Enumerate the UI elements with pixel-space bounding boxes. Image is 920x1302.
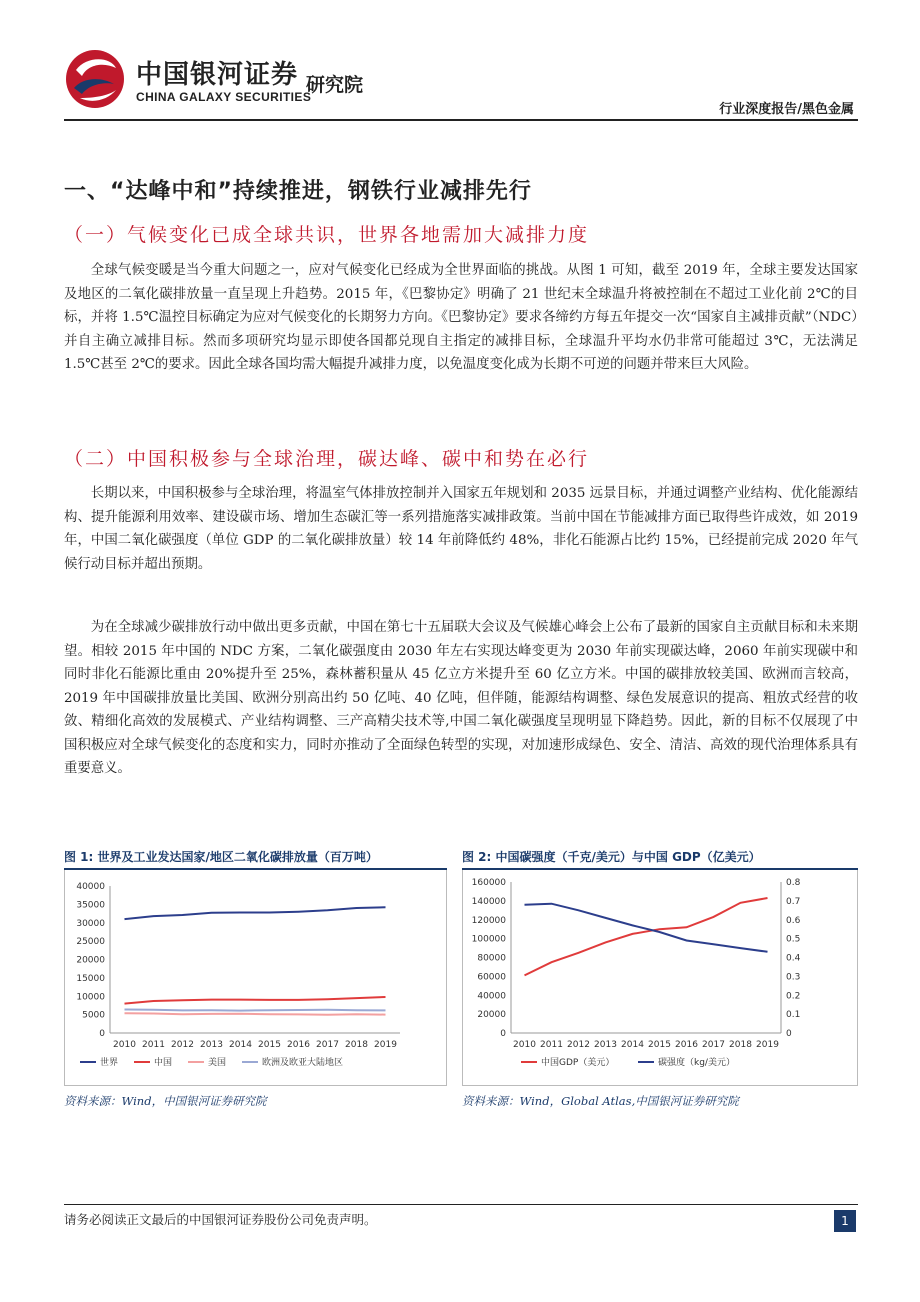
figure-2-title: 图 2: 中国碳强度（千克/美元）与中国 GDP（亿美元） (462, 850, 761, 864)
page-header (64, 40, 858, 120)
header-divider (64, 119, 858, 121)
y-tick-label: 60000 (477, 972, 506, 983)
y-tick-label-right: 0.8 (786, 878, 801, 888)
x-tick-label: 2013 (200, 1040, 223, 1050)
y-tick-label: 160000 (471, 878, 506, 888)
figure-1-frame (64, 870, 447, 1086)
x-tick-label: 2014 (621, 1040, 644, 1050)
series-line-1 (125, 997, 386, 1004)
x-tick-label: 2011 (540, 1040, 563, 1050)
y-tick-label-right: 0.1 (786, 1010, 801, 1021)
y-tick-label: 0 (99, 1029, 105, 1039)
y-tick-label: 35000 (76, 900, 105, 911)
y-tick-label-right: 0.4 (786, 953, 801, 964)
series-line-2 (125, 1013, 386, 1015)
y-tick-label: 100000 (471, 934, 506, 945)
y-tick-label: 0 (500, 1029, 506, 1039)
y-tick-label: 80000 (477, 953, 506, 964)
page-number: 1 (834, 1210, 856, 1232)
x-tick-label: 2010 (113, 1040, 136, 1050)
subsection-title-2: （二）中国积极参与全球治理，碳达峰、碳中和势在必行 (64, 448, 590, 470)
x-tick-label: 2010 (513, 1040, 536, 1050)
legend-label-0: 世界 (100, 1058, 119, 1068)
x-tick-label: 2018 (729, 1040, 752, 1050)
y-tick-label-right: 0.6 (786, 915, 801, 926)
y-tick-label-right: 0 (786, 1029, 792, 1039)
x-tick-label: 2017 (316, 1040, 339, 1050)
x-tick-label: 2011 (142, 1040, 165, 1050)
x-tick-label: 2013 (594, 1040, 617, 1050)
legend-label-1: 碳强度（kg/美元） (658, 1058, 735, 1068)
y-tick-label: 30000 (76, 918, 105, 929)
y-tick-label: 140000 (471, 896, 506, 907)
x-tick-label: 2017 (702, 1040, 725, 1050)
figure-1-title: 图 1: 世界及工业发达国家/地区二氧化碳排放量（百万吨） (64, 850, 378, 864)
series-line-0 (125, 907, 386, 919)
legend-label-3: 欧洲及欧亚大陆地区 (262, 1058, 344, 1068)
figure-2-frame (462, 870, 858, 1086)
y-tick-label: 15000 (76, 973, 105, 984)
disclaimer-text: 请务必阅读正文最后的中国银河证券股份公司免责声明。 (64, 1212, 377, 1227)
y-tick-label: 10000 (76, 992, 105, 1003)
series-line-1 (525, 904, 768, 952)
x-tick-label: 2014 (229, 1040, 252, 1050)
figure-2-source: 资料来源：Wind，Global Atlas,中国银河证券研究院 (462, 1094, 739, 1108)
x-tick-label: 2015 (258, 1040, 281, 1050)
y-tick-label-right: 0.2 (786, 991, 801, 1002)
y-tick-label: 20000 (477, 1010, 506, 1021)
figure-1-source: 资料来源：Wind，中国银河证券研究院 (64, 1094, 267, 1108)
series-line-0 (525, 898, 768, 975)
legend-label-2: 美国 (208, 1058, 227, 1068)
brand-name-cn: 中国银河证券 (136, 60, 299, 90)
x-tick-label: 2019 (756, 1040, 779, 1050)
brand-institute: 研究院 (306, 74, 364, 96)
x-tick-label: 2015 (648, 1040, 671, 1050)
footer-divider (64, 1204, 858, 1205)
paragraph-1: 全球气候变暖是当今重大问题之一，应对气候变化已经成为全世界面临的挑战。从图 1 可知，截至 2019 年，全球主要发达国家及地区的二氧化碳排放量一直呈现上升趋势。2015 年，《巴黎协定》明确了 21 世纪末全球温升将被控制在不超过工业化前 2℃的目标，并将 1.5℃温控目标确定为应对气候变化的长期努力方向。《巴黎协定》要求各缔约方每五年提交一次“国家自主减排贡献”（NDC）并自主确立减排目标。然而多项研究均显示即使各国都兑现自主指定的减排目标，全球温升平均水仍非常可能超过 3℃，无法满足 1.5℃甚至 2℃的要求。因此全球各国均需大幅提升减排力度，以免温度变化成为长期不可逆的问题并带来巨大风险。 (64, 263, 858, 372)
y-tick-label: 40000 (477, 991, 506, 1002)
y-tick-label: 25000 (76, 937, 105, 948)
y-tick-label: 5000 (82, 1010, 105, 1021)
y-tick-label-right: 0.7 (786, 896, 801, 907)
y-tick-label: 120000 (471, 915, 506, 926)
x-tick-label: 2019 (374, 1040, 397, 1050)
paragraph-2: 长期以来，中国积极参与全球治理，将温室气体排放控制并入国家五年规划和 2035 远景目标，并通过调整产业结构、优化能源结构、提升能源利用效率、建设碳市场、增加生态碳汇等一系列措施落实减排政策。当前中国在节能减排方面已取得些许成效，如 2019 年，中国二氧化碳强度（单位 GDP 的二氧化碳排放量）较 14 年前降低约 48%，非化石能源占比约 15%，已经提前完成 2020 年气候行动目标并超出预期。 (64, 486, 858, 572)
legend-label-1: 中国 (154, 1058, 173, 1068)
brand-name-en: CHINA GALAXY SECURITIES (136, 90, 312, 104)
series-line-3 (125, 1010, 386, 1011)
figure-2-chart (463, 870, 857, 1085)
x-tick-label: 2016 (675, 1040, 698, 1050)
report-category: 行业深度报告/黑色金属 (719, 102, 854, 117)
y-tick-label-right: 0.5 (786, 934, 801, 945)
legend-label-0: 中国GDP（美元） (541, 1058, 615, 1068)
paragraph-3: 为在全球减少碳排放行动中做出更多贡献，中国在第七十五届联大会议及气候雄心峰会上公布了最新的国家自主贡献目标和未来期望。相较 2015 年中国的 NDC 方案，二氧化碳强度由 2030 年左右实现达峰变更为 2030 年前实现碳达峰，2060 年前实现碳中和同时非化石能源比重由 20%提升至 25%，森林蓄积量从 45 亿立方米提升至 60 亿立方米。中国的碳排放较美国、欧洲而言较高，2019 年中国碳排放量比美国、欧洲分别高出约 50 亿吨、40 亿吨，但伴随，能源结构调整、绿色发展意识的提高、粗放式经营的收敛、精细化高效的发展模式、产业结构调整、三产高精尖技术等,中国二氧化碳强度呈现明显下降趋势。因此，新的目标不仅展现了中国积极应对全球气候变化的态度和实力，同时亦推动了全面绿色转型的实现，对加速形成绿色、安全、清洁、高效的现代治理体系具有重要意义。 (64, 620, 858, 776)
figure-1-chart (65, 870, 446, 1085)
subsection-title-1: （一）气候变化已成全球共识，世界各地需加大减排力度 (64, 224, 590, 246)
y-tick-label-right: 0.3 (786, 972, 801, 983)
x-tick-label: 2012 (171, 1040, 194, 1050)
x-tick-label: 2012 (567, 1040, 590, 1050)
x-tick-label: 2018 (345, 1040, 368, 1050)
y-tick-label: 20000 (76, 955, 105, 966)
x-tick-label: 2016 (287, 1040, 310, 1050)
section-title: 一、“达峰中和”持续推进，钢铁行业减排先行 (64, 179, 532, 204)
galaxy-logo-icon (64, 48, 126, 110)
y-tick-label: 40000 (76, 882, 105, 892)
